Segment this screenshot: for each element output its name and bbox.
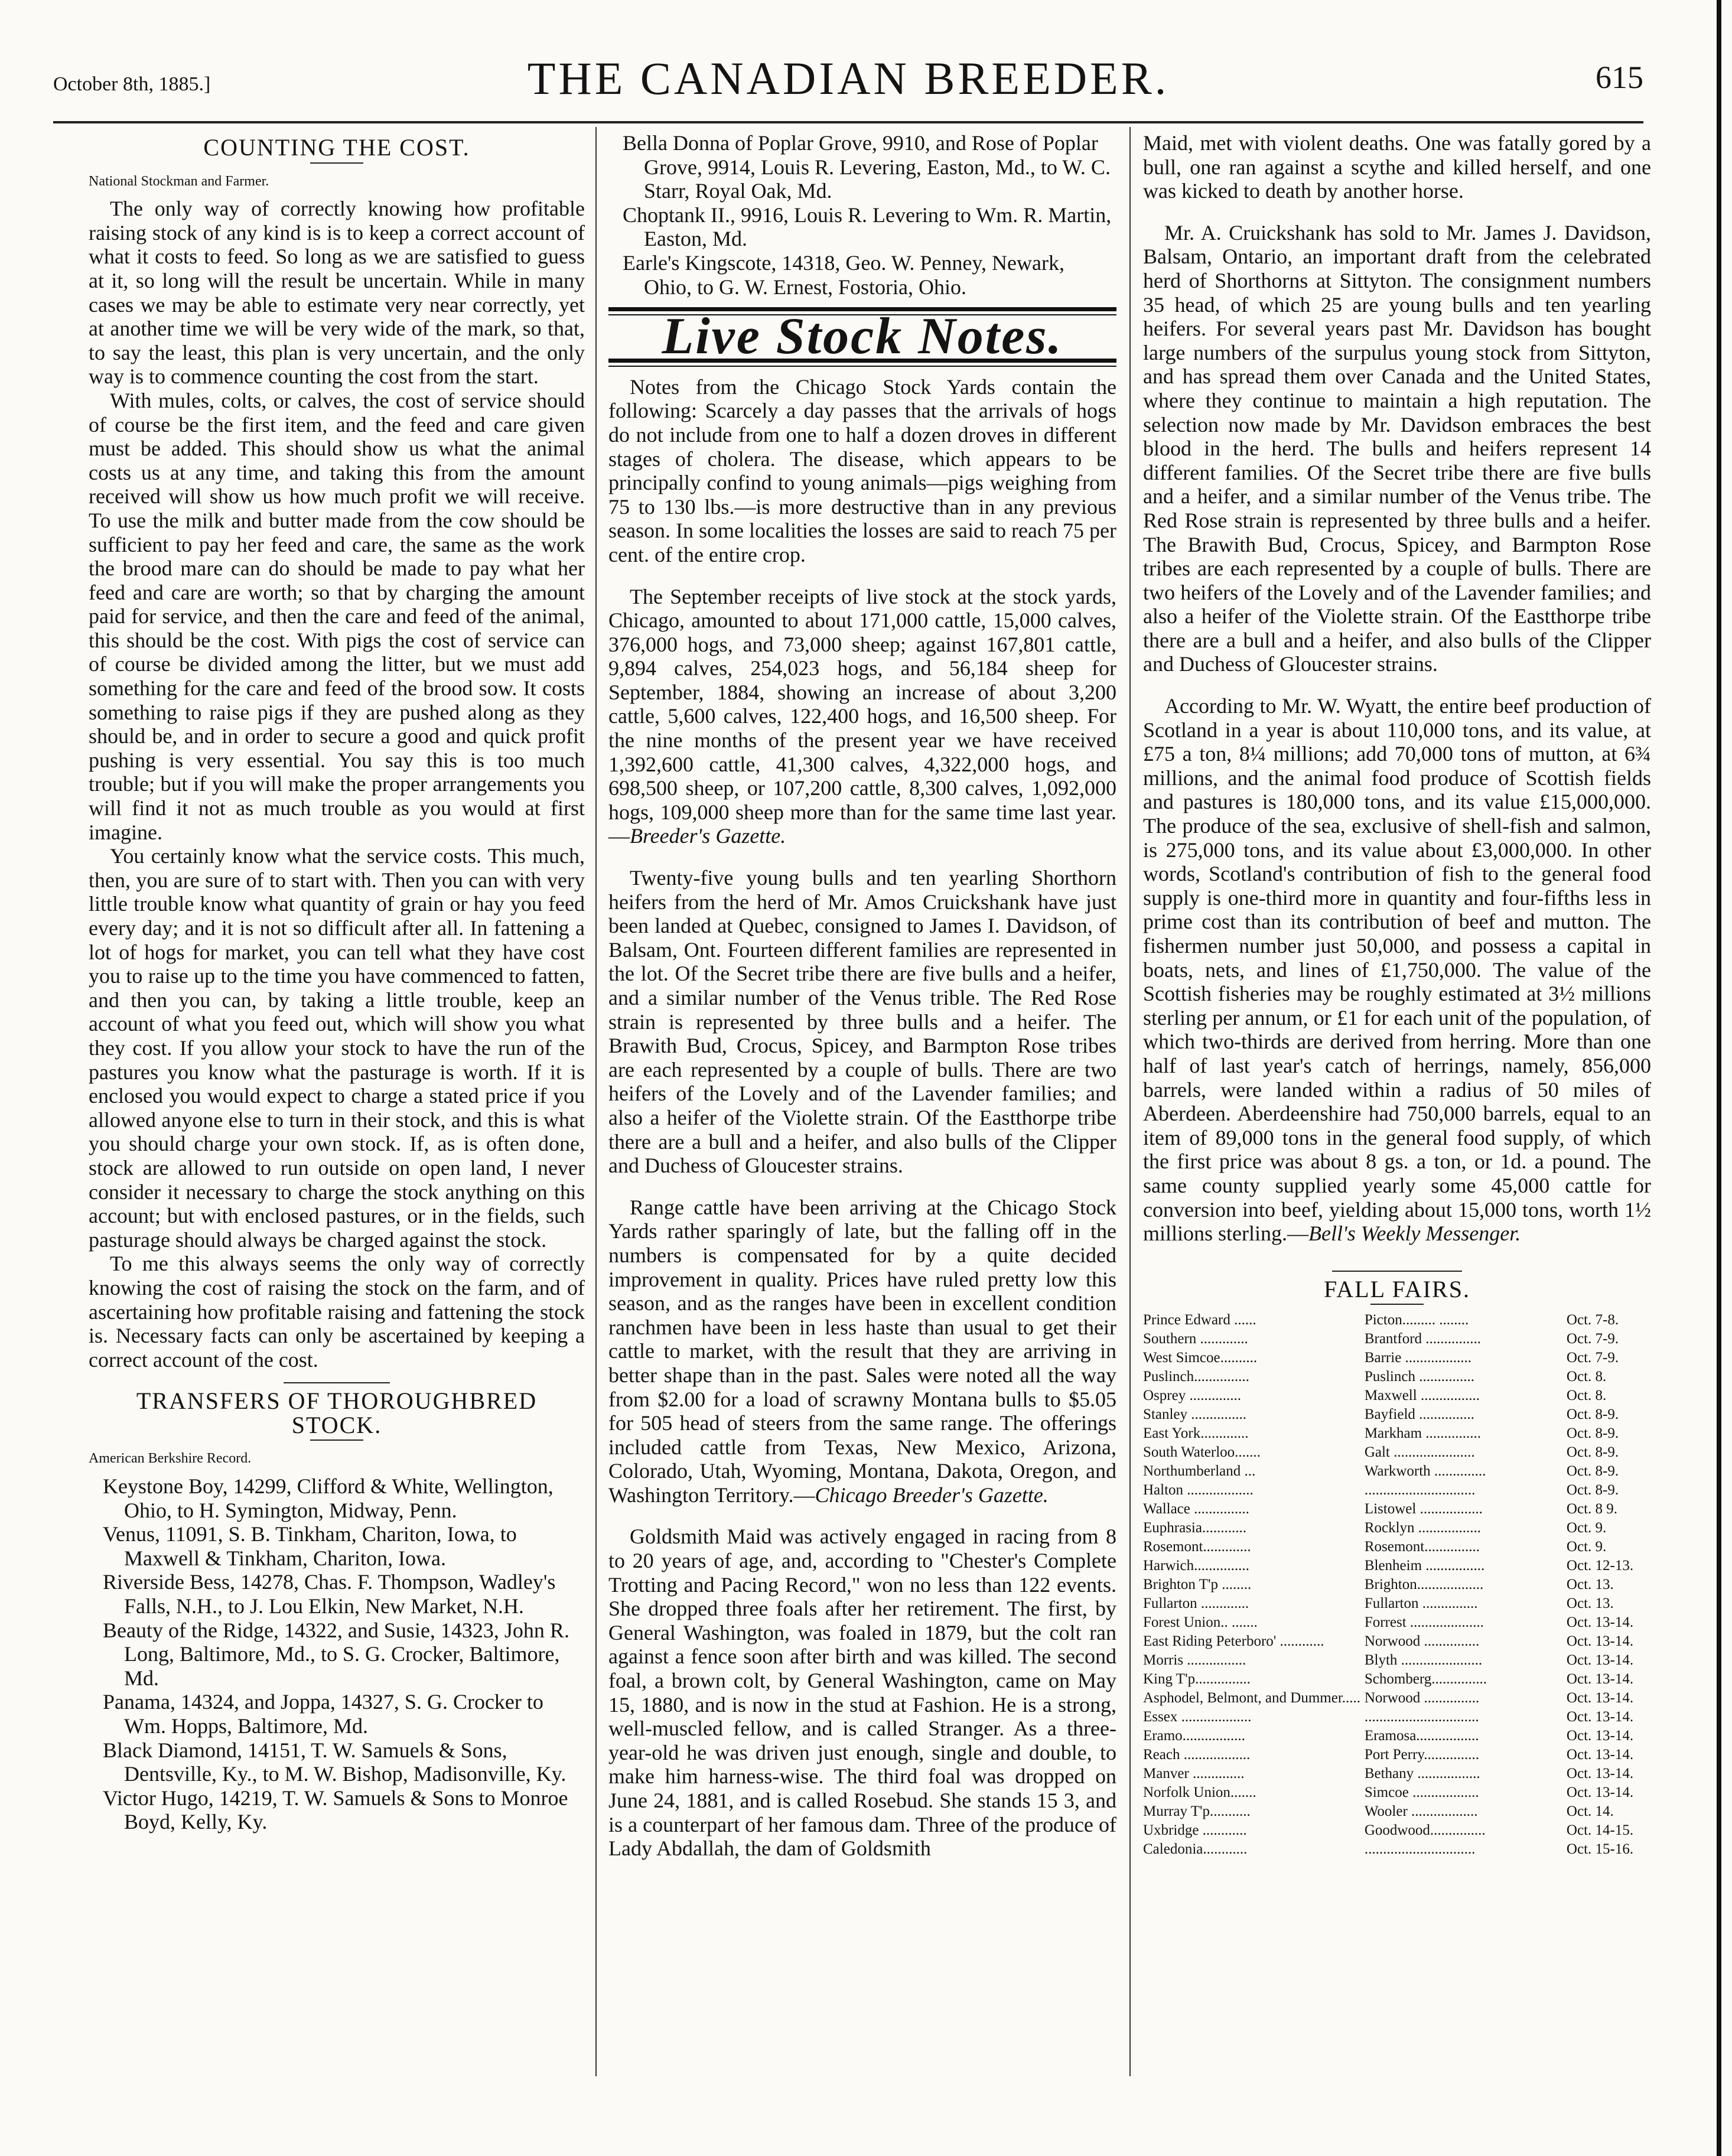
fair-name: Rosemont.............	[1143, 1539, 1251, 1555]
fair-place: Forrest ....................	[1364, 1614, 1484, 1631]
fair-date: Oct. 13-14.	[1566, 1614, 1634, 1631]
fair-name: King T'p...............	[1143, 1671, 1251, 1688]
fair-place: Bayfield ...............	[1364, 1406, 1474, 1423]
fair-place: ...............................	[1364, 1709, 1479, 1725]
fair-name: Caledonia............	[1143, 1841, 1248, 1858]
fair-row	[1143, 1405, 1663, 1424]
paragraph: With mules, colts, or calves, the cost of service should of course be the first item, and the feed and care given must be added. This should show us what the animal costs us at any time, and taking this from the amount received will show us how much profit we will receive. To use the milk and butter made from the cow should be sufficient to pay her feed and care, the same as the work the brood mare can do should be made to pay what her feed and care are worth; so that by charging the amount paid for service, and then the care and feed of the animal, this should be the cost. With pigs the cost of service can of course be divided among the litter, but we must add something for the care and feed of the brood sow. It costs something to raise pigs if they are pushed along as they should be, and in order to secure a good and quick profit pushing is very essential. You say this is too much trouble; but if you will make the proper arrangements you will find it not as much trouble as you would at first imagine.	[89, 388, 585, 844]
fair-row	[1143, 1386, 1663, 1405]
transfer-entry: Earle's Kingscote, 14318, Geo. W. Penney, Newark, Ohio, to G. W. Ernest, Fostoria, Ohio.	[623, 250, 1064, 299]
fair-date: Oct. 9.	[1566, 1539, 1607, 1555]
article-source: National Stockman and Farmer.	[89, 173, 269, 189]
publication-title: THE CANADIAN BREEDER.	[527, 53, 1170, 104]
fair-row	[1143, 1443, 1663, 1462]
article-heading: TRANSFERS OF THOROUGHBRED	[136, 1388, 538, 1415]
masthead	[53, 52, 1643, 105]
fair-place: Galt ......................	[1364, 1444, 1475, 1461]
article-heading-line2: STOCK.	[291, 1411, 382, 1438]
fair-row	[1143, 1783, 1663, 1802]
fair-name: Manver ..............	[1143, 1766, 1245, 1782]
fair-date: Oct. 8.	[1566, 1388, 1607, 1404]
article-heading: COUNTING THE COST.	[203, 134, 470, 161]
header-rule	[53, 121, 1643, 123]
fair-row	[1143, 1575, 1663, 1594]
fair-row	[1143, 1349, 1663, 1367]
fair-name: Brighton T'p ........	[1143, 1577, 1252, 1593]
fair-row	[1143, 1764, 1663, 1783]
paragraph-source: Chicago Breeder's Gazette.	[815, 1483, 1049, 1507]
fair-date: Oct. 14-15.	[1566, 1822, 1634, 1839]
fair-row	[1143, 1481, 1663, 1500]
paragraph: Goldsmith Maid was actively engaged in racing from 8 to 20 years of age, and, according to "Chester's Complete Trotting and Pacing Record," won no less than 122 events. She dropped three foals after her retirement. The first, by General Washington, was foaled in 1879, but the colt ran against a fence soon after birth and was killed. The second foal, a brown colt, by General Washington, came on May 15, 1880, and is now in the stud at Fashion. He is a strong, well-muscled fellow, and is called Stranger. As a three-year-old he was driven just enough, single and double, to make him harness-wise. The third foal was dropped on June 24, 1881, and is called Rosebud. She stands 15 3, and is a counterpart of her famous dam. Three of the produce of Lady Abdallah, the dam of Goldsmith	[608, 1525, 1116, 1861]
fair-place: Eramosa.................	[1364, 1728, 1479, 1744]
fair-name: Harwich...............	[1143, 1558, 1249, 1574]
fair-date: Oct. 13-14.	[1566, 1784, 1634, 1801]
fair-name: Stanley ...............	[1143, 1406, 1246, 1423]
fair-name: Murray T'p...........	[1143, 1803, 1251, 1820]
fair-place: Rosemont...............	[1364, 1539, 1480, 1555]
fair-place: Blenheim ................	[1364, 1558, 1485, 1574]
fair-place: Port Perry...............	[1364, 1747, 1480, 1763]
paragraph-source: Breeder's Gazette.	[630, 824, 786, 848]
fair-row	[1143, 1311, 1663, 1330]
fair-place: Schomberg...............	[1364, 1671, 1487, 1688]
fair-date: Oct. 12-13.	[1566, 1558, 1634, 1574]
transfer-entry: Choptank II., 9916, Louis R. Levering to Wm. R. Martin, Easton, Md.	[623, 203, 1112, 251]
fair-place: Rocklyn .................	[1364, 1520, 1482, 1536]
column-3	[1143, 131, 1651, 1859]
fair-date: Oct. 13-14.	[1566, 1633, 1634, 1650]
column-1	[89, 131, 585, 1834]
transfer-entry: Keystone Boy, 14299, Clifford & White, Wellington, Ohio, to H. Symington, Midway, Penn.	[103, 1474, 554, 1522]
fair-name: Eramo.................	[1143, 1728, 1245, 1744]
fair-name: Prince Edward ......	[1143, 1312, 1256, 1328]
fair-date: Oct. 8-9.	[1566, 1425, 1619, 1442]
fair-date: Oct. 13-14.	[1566, 1747, 1634, 1763]
fair-row	[1143, 1689, 1663, 1708]
fair-date: Oct. 13-14.	[1566, 1728, 1634, 1744]
transfer-entry: Venus, 11091, S. B. Tinkham, Chariton, Iowa, to Maxwell & Tinkham, Chariton, Iowa.	[103, 1522, 517, 1570]
fair-date: Oct. 8-9.	[1566, 1482, 1619, 1499]
fair-name: Uxbridge ............	[1143, 1822, 1247, 1839]
transfer-entry: Beauty of the Ridge, 14322, and Susie, 14323, John R. Long, Baltimore, Md., to S. G. Crocker, Baltimore, Md.	[103, 1618, 569, 1690]
fair-name: Asphodel, Belmont, and Dummer.....	[1143, 1690, 1361, 1706]
fair-row	[1143, 1613, 1663, 1632]
fair-date: Oct. 8 9.	[1566, 1501, 1618, 1517]
fair-date: Oct. 8.	[1566, 1369, 1607, 1385]
binding-edge	[1717, 0, 1721, 2156]
fair-date: Oct. 7-9.	[1566, 1350, 1619, 1366]
paragraph: You certainly know what the service costs. This much, then, you are sure of to start with. Then you can with very little trouble know what quantity of grain or hay you feed every day; and it is not so difficult after all. In fattening a lot of hogs for market, you can tell what they have cost you to raise up to the time you have commenced to fatten, and then you can, by taking a little trouble, keep an account of what you feed out, which will show you what they cost. If you allow your stock to have the run of the pastures you know what the pasturage is worth. If it is enclosed you would expect to charge a stated price if you allowed anyone else to turn in their stock, and this is what you should charge your own stock. If, as is often done, stock are allowed to run outside on open land, I never consider it necessary to charge the stock anything on this account; but with enclosed pastures, or in the fields, such pasturage should always be charged against the stock.	[89, 844, 585, 1252]
fair-place: ..............................	[1364, 1841, 1476, 1858]
transfer-entry: Victor Hugo, 14219, T. W. Samuels & Sons to Monroe Boyd, Kelly, Ky.	[103, 1786, 568, 1834]
fair-name: Morris ................	[1143, 1652, 1246, 1669]
fair-name: Norfolk Union.......	[1143, 1784, 1256, 1801]
fair-date: Oct. 13-14.	[1566, 1671, 1634, 1688]
fair-row	[1143, 1367, 1663, 1386]
transfer-entry: Black Diamond, 14151, T. W. Samuels & Sons, Dentsville, Ky., to M. W. Bishop, Madisonville, Ky.	[103, 1738, 567, 1786]
fall-fairs-table	[1143, 1311, 1663, 1859]
fair-name: Osprey ..............	[1143, 1388, 1241, 1404]
fair-name: Northumberland ...	[1143, 1463, 1256, 1480]
column-2	[608, 131, 1116, 1861]
fair-date: Oct. 8-9.	[1566, 1406, 1619, 1423]
fair-row	[1143, 1670, 1663, 1689]
fair-place: Warkworth ..............	[1364, 1463, 1486, 1480]
column-divider	[1129, 127, 1131, 2076]
fair-row	[1143, 1821, 1663, 1840]
heading-rule	[1370, 1304, 1424, 1305]
fair-place: Barrie ..................	[1364, 1350, 1472, 1366]
fair-row	[1143, 1727, 1663, 1745]
fair-name: Southern .............	[1143, 1331, 1248, 1347]
fair-place: Bethany .................	[1364, 1766, 1480, 1782]
fair-place: Puslinch ...............	[1364, 1369, 1474, 1385]
transfer-entry: Bella Donna of Poplar Grove, 9910, and Rose of Poplar Grove, 9914, Louis R. Levering, Easton, Md., to W. C. Starr, Royal Oak, Md.	[623, 131, 1111, 203]
paragraph: To me this always seems the only way of correctly knowing the cost of raising the stock on the farm, and of ascertaining how profitable raising and fattening the stock is. Necessary facts can only be ascertained by keeping a correct account of the cost.	[89, 1252, 585, 1372]
paragraph: The only way of correctly knowing how profitable raising stock of any kind is is to keep a correct account of what it costs to feed. So long as we are satisfied to guess at it, so long will the result be uncertain. While in many cases we may be able to estimate very near correctly, yet at another time we will be very wide of the mark, so that, to say the least, this plan is very uncertain, and the only way is to commence counting the cost from the start.	[89, 197, 585, 389]
fair-date: Oct. 7-9.	[1566, 1331, 1619, 1347]
fair-row	[1143, 1840, 1663, 1859]
paragraph-source: Bell's Weekly Messenger.	[1308, 1222, 1521, 1246]
fair-place: Markham ...............	[1364, 1425, 1482, 1442]
page-number: 615	[1596, 60, 1643, 95]
fair-place: Listowel .................	[1364, 1501, 1483, 1517]
fair-date: Oct. 8-9.	[1566, 1463, 1619, 1480]
fair-name: South Waterloo.......	[1143, 1444, 1261, 1461]
fair-place: Maxwell ................	[1364, 1388, 1480, 1404]
paragraph: Maid, met with violent deaths. One was fatally gored by a bull, one ran against a scythe and killed herself, and one was kicked to death by another horse.	[1143, 131, 1651, 203]
paragraph: Notes from the Chicago Stock Yards contain the following: Scarcely a day passes that the arrivals of hogs do not include from one to half a dozen droves in different stages of cholera. The disease, which appears to be principally confind to young animals—pigs weighing from 75 to 130 lbs.—is more destructive than in any previous season. In some localities the losses are said to reach 75 per cent. of the entire crop.	[608, 374, 1116, 566]
fair-row	[1143, 1330, 1663, 1349]
fair-name: Reach ..................	[1143, 1747, 1251, 1763]
fair-row	[1143, 1594, 1663, 1613]
paragraph: According to Mr. W. Wyatt, the entire beef production of Scotland in a year is about 110,000 tons, and its value, at £75 a ton, 8¼ millions; add 70,000 tons of mutton, at 6¾ millions, and the animal food produce of Scottish fields and pastures is 180,000 tons, and its value £15,000,000. The produce of the sea, exclusive of shell-fish and salmon, is 275,000 tons, and its value about £3,000,000. In other words, Scotland's contribution of fish to the general food supply is one-third more in quantity and four-fifths less in prime cost than its contribution of beef and mutton. The fishermen number just 50,000, and possess a capital in boats, nets, and lines of £1,750,000. The value of the Scottish fisheries may be roughly estimated at 3½ millions sterling per annum, or £1 for each unit of the population, of which two-thirds are derived from herring. More than one half of last year's catch of herrings, namely, 856,000 barrels, were landed within a radius of 50 miles of Aberdeen. Aberdeenshire had 750,000 barrels, equal to an item of 89,000 tons in the general food supply, of which the first price was about 8 gs. a ton, or 1d. a pound. The same county supplied yearly some 45,000 cattle for conversion into beef, yielding about 15,000 tons, worth 1½ millions sterling.—Bell's Weekly Messenger.	[1143, 694, 1651, 1246]
article-source: American Berkshire Record.	[89, 1451, 252, 1467]
paragraph: The September receipts of live stock at the stock yards, Chicago, amounted to about 171,000 cattle, 15,000 calves, 376,000 hogs, and 73,000 sheep; against 167,801 cattle, 9,894 calves, 254,023 hogs, and 56,184 sheep for September, 1884, showing an increase of about 3,200 cattle, 5,600 calves, 122,400 hogs, and 16,500 sheep. For the nine months of the present year we have received 1,392,600 cattle, 41,300 calves, 4,322,000 hogs, and 698,500 sheep, or 107,200 cattle, 8,300 calves, 1,092,000 hogs, 109,000 sheep more than for the same time last year.—Breeder's Gazette.	[608, 584, 1116, 848]
fair-place: Blyth ......................	[1364, 1652, 1483, 1669]
fair-date: Oct. 8-9.	[1566, 1444, 1619, 1461]
fair-name: Forest Union.. .......	[1143, 1614, 1258, 1631]
fair-place: Brantford ...............	[1364, 1331, 1482, 1347]
fair-name: East York.............	[1143, 1425, 1249, 1442]
fair-name: Halton ..................	[1143, 1482, 1254, 1499]
fair-row	[1143, 1802, 1663, 1821]
fair-row	[1143, 1462, 1663, 1481]
fair-name: East Riding Peterboro' ............	[1143, 1633, 1324, 1650]
fair-place: Fullarton ...............	[1364, 1595, 1478, 1612]
fair-name: Essex ...................	[1143, 1709, 1252, 1725]
fair-date: Oct. 13-14.	[1566, 1690, 1634, 1706]
fair-date: Oct. 13-14.	[1566, 1709, 1634, 1725]
fair-row	[1143, 1708, 1663, 1727]
fair-row	[1143, 1632, 1663, 1651]
heading-rule	[310, 1439, 363, 1441]
section-rule	[284, 1382, 390, 1383]
fair-row	[1143, 1424, 1663, 1443]
fair-name: West Simcoe..........	[1143, 1350, 1258, 1366]
fair-row	[1143, 1519, 1663, 1538]
fair-date: Oct. 14.	[1566, 1803, 1614, 1820]
fair-name: Wallace ...............	[1143, 1501, 1249, 1517]
fair-place: Brighton..................	[1364, 1577, 1484, 1593]
fair-date: Oct. 13-14.	[1566, 1766, 1634, 1782]
fair-place: Norwood ...............	[1364, 1690, 1480, 1706]
heading-rule	[310, 162, 363, 164]
article-heading: FALL FAIRS.	[1324, 1275, 1470, 1302]
paragraph: Range cattle have been arriving at the Chicago Stock Yards rather sparingly of late, but the falling off in the numbers is compensated for by a quite decided improvement in quality. Prices have ruled pretty low this season, and as the ranges have been in excellent condition ranchmen have been in less haste than usual to get their cattle to market, with the result that they are arriving in better shape than in the past. Sales were noted all the way from $2.00 for a load of scrawny Montana bulls to $5.05 for 505 head of steers from the same range. The offerings included cattle from Texas, New Mexico, Arizona, Colorado, Utah, Wyoming, Montana, Dakota, Oregon, and Washington Territory.—Chicago Breeder's Gazette.	[608, 1195, 1116, 1507]
section-heading: Live Stock Notes.	[662, 308, 1063, 366]
fair-name: Puslinch...............	[1143, 1369, 1249, 1385]
issue-date: October 8th, 1885.]	[53, 73, 211, 95]
fair-name: Euphrasia............	[1143, 1520, 1246, 1536]
fair-date: Oct. 13-14.	[1566, 1652, 1634, 1669]
fair-place: Picton......... ........	[1364, 1312, 1469, 1328]
fair-row	[1143, 1538, 1663, 1556]
fair-date: Oct. 9.	[1566, 1520, 1607, 1536]
fair-place: Goodwood...............	[1364, 1822, 1486, 1839]
fair-date: Oct. 15-16.	[1566, 1841, 1634, 1858]
fair-row	[1143, 1500, 1663, 1519]
column-divider	[595, 127, 597, 2076]
paragraph: Mr. A. Cruickshank has sold to Mr. James J. Davidson, Balsam, Ontario, an important draft from the celebrated herd of Shorthorns at Sittyton. The consignment numbers 35 head, of which 25 are young bulls and ten yearling heifers. For several years past Mr. Davidson has bought large numbers of the surpulus young stock from Sittyton, and has spread them over Canada and the United States, where they continue to maintain a high reputation. The selection now made by Mr. Davidson embraces the best blood in the herd. The bulls and heifers represent 14 different families. Of the Secret tribe there are five bulls and a heifer, and a similar number of the Venus tribe. The Red Rose strain is represented by three bulls and a heifer. The Brawith Bud, Crocus, Spicey, and Barmpton Rose tribes are each represented by a couple of bulls. There are two heifers of the Lovely and of the Lavender families; and also a heifer of the Violette strain. Of the Eastthorpe tribe there are a bull and a heifer, and also bulls of the Clipper and Duchess of Gloucester strains.	[1143, 220, 1651, 676]
fair-name: Fullarton .............	[1143, 1595, 1249, 1612]
transfer-entry: Riverside Bess, 14278, Chas. F. Thompson, Wadley's Falls, N.H., to J. Lou Elkin, New Market, N.H.	[103, 1570, 556, 1618]
fair-row	[1143, 1556, 1663, 1575]
fair-place: ..............................	[1364, 1482, 1476, 1499]
fair-date: Oct. 7-8.	[1566, 1312, 1619, 1328]
fair-row	[1143, 1651, 1663, 1670]
fair-place: Simcoe ..................	[1364, 1784, 1479, 1801]
fair-place: Wooler ..................	[1364, 1803, 1478, 1820]
fair-row	[1143, 1745, 1663, 1764]
fair-date: Oct. 13.	[1566, 1577, 1614, 1593]
section-rule	[1332, 1271, 1462, 1272]
transfer-entry: Panama, 14324, and Joppa, 14327, S. G. Crocker to Wm. Hopps, Baltimore, Md.	[103, 1690, 543, 1738]
fair-place: Norwood ...............	[1364, 1633, 1480, 1650]
paragraph: Twenty-five young bulls and ten yearling Shorthorn heifers from the herd of Mr. Amos Cruickshank have just been landed at Quebec, consigned to James I. Davidson, of Balsam, Ont. Fourteen different families are represented in the lot. Of the Secret tribe there are five bulls and a heifer, and a similar number of the Venus trible. The Red Rose strain is represented by three bulls and a heifer. The Brawith Bud, Crocus, Spicey, and Barmpton Rose tribes are each represented by a couple of bulls. There are two heifers of the Lovely and of the Lavender families; and also a heifer of the Violette strain. Of the Eastthorpe tribe there are a bull and a heifer, and also bulls of the Clipper and Duchess of Gloucester strains.	[608, 866, 1116, 1178]
fair-date: Oct. 13.	[1566, 1595, 1614, 1612]
